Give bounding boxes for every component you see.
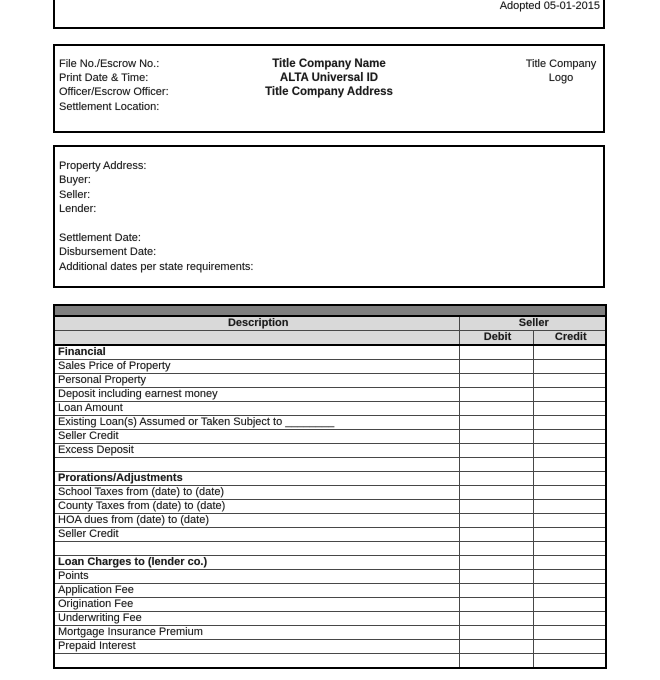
row-seller-credit-cell [533, 570, 606, 584]
row-seller-debit-cell [459, 458, 533, 472]
text-line: Logo [548, 72, 574, 85]
row-seller-credit-cell [533, 444, 606, 458]
row-seller-credit-cell [533, 528, 606, 542]
row-seller-credit-cell [533, 654, 606, 668]
row-seller-credit-cell [533, 458, 606, 472]
row-seller-debit-cell [459, 388, 533, 402]
row-description-cell: Prorations/Adjustments [54, 472, 459, 486]
table-row [54, 430, 606, 444]
table-row [54, 402, 606, 416]
row-seller-debit-cell [459, 444, 533, 458]
text-line: Title Company Address [265, 86, 393, 99]
table-row [54, 626, 606, 640]
row-description-cell: Seller Credit [54, 528, 459, 542]
adoption-box [53, 0, 605, 29]
row-description-cell: Underwriting Fee [54, 612, 459, 626]
settlement-table-head [54, 305, 606, 345]
row-seller-debit-cell [459, 345, 533, 360]
table-row [54, 444, 606, 458]
text-line: Title Company Name [272, 58, 386, 70]
row-seller-debit-cell [459, 472, 533, 486]
row-description-cell: County Taxes from (date) to (date) [54, 500, 459, 514]
table-row [54, 556, 606, 570]
row-seller-credit-cell [533, 626, 606, 640]
row-description-cell: Existing Loan(s) Assumed or Taken Subject to ________ [54, 416, 459, 430]
row-seller-debit-cell [459, 654, 533, 668]
text-line: File No./Escrow No.: [59, 58, 160, 70]
row-seller-credit-cell [533, 612, 606, 626]
credit-header: Credit [533, 331, 606, 346]
table-row [54, 612, 606, 626]
row-description-cell: Prepaid Interest [54, 640, 459, 654]
seller-header: Seller [459, 316, 606, 331]
table-row [54, 654, 606, 668]
text-line: Settlement Date: [59, 231, 141, 244]
row-seller-credit-cell [533, 472, 606, 486]
table-row [54, 570, 606, 584]
table-row [54, 472, 606, 486]
table-row [54, 598, 606, 612]
text-line: Lender: [59, 203, 97, 216]
row-seller-debit-cell [459, 556, 533, 570]
text-line: Officer/Escrow Officer: [59, 86, 169, 99]
settlement-table [53, 304, 607, 669]
row-seller-debit-cell [459, 528, 533, 542]
row-seller-debit-cell [459, 500, 533, 514]
row-seller-debit-cell [459, 374, 533, 388]
row-seller-credit-cell [533, 360, 606, 374]
row-description-cell: HOA dues from (date) to (date) [54, 514, 459, 528]
row-seller-credit-cell [533, 402, 606, 416]
text-line: Settlement Location: [59, 100, 160, 113]
row-seller-credit-cell [533, 374, 606, 388]
text-line: Buyer: [59, 174, 91, 187]
table-row [54, 500, 606, 514]
row-seller-credit-cell [533, 430, 606, 444]
row-description-cell [54, 654, 459, 668]
text-line: Property Address: [59, 160, 147, 172]
row-seller-credit-cell [533, 556, 606, 570]
row-description-cell: Mortgage Insurance Premium [54, 626, 459, 640]
row-seller-debit-cell [459, 542, 533, 556]
text-line: Seller: [59, 188, 91, 201]
settlement-table-body [54, 345, 606, 668]
debit-header: Debit [459, 331, 533, 346]
row-seller-credit-cell [533, 598, 606, 612]
row-seller-credit-cell [533, 514, 606, 528]
row-description-cell [54, 458, 459, 472]
row-seller-credit-cell [533, 500, 606, 514]
table-row [54, 458, 606, 472]
title-company-logo-block [523, 57, 599, 85]
table-row [54, 360, 606, 374]
adopted-date-label: Adopted 05-01-2015 [499, 0, 600, 12]
row-description-cell: Application Fee [54, 584, 459, 598]
table-row [54, 374, 606, 388]
empty-header-cell [54, 331, 459, 346]
text-line: ALTA Universal ID [279, 72, 379, 85]
row-seller-credit-cell [533, 486, 606, 500]
row-seller-credit-cell [533, 345, 606, 360]
file-info-box [53, 44, 605, 133]
row-description-cell: Deposit including earnest money [54, 388, 459, 402]
table-row [54, 542, 606, 556]
row-description-cell: Excess Deposit [54, 444, 459, 458]
table-title-bar-cell [54, 305, 606, 316]
table-row [54, 388, 606, 402]
table-row [54, 486, 606, 500]
row-seller-debit-cell [459, 640, 533, 654]
property-info-box [53, 145, 605, 288]
table-row [54, 345, 606, 360]
row-seller-debit-cell [459, 402, 533, 416]
row-description-cell: Sales Price of Property [54, 360, 459, 374]
description-header: Description [54, 316, 459, 331]
row-seller-debit-cell [459, 570, 533, 584]
row-seller-debit-cell [459, 598, 533, 612]
row-seller-debit-cell [459, 612, 533, 626]
row-seller-credit-cell [533, 416, 606, 430]
table-row [54, 528, 606, 542]
row-seller-credit-cell [533, 584, 606, 598]
row-seller-debit-cell [459, 486, 533, 500]
row-description-cell: Origination Fee [54, 598, 459, 612]
row-description-cell [54, 542, 459, 556]
table-header-row-2 [54, 331, 606, 346]
text-line: Additional dates per state requirements: [59, 260, 254, 273]
text-line: Print Date & Time: [59, 72, 149, 85]
row-description-cell: Points [54, 570, 459, 584]
title-company-block [185, 57, 473, 100]
row-seller-credit-cell [533, 388, 606, 402]
row-seller-debit-cell [459, 416, 533, 430]
table-row [54, 640, 606, 654]
row-description-cell: Loan Amount [54, 402, 459, 416]
row-seller-debit-cell [459, 626, 533, 640]
row-seller-credit-cell [533, 542, 606, 556]
table-row [54, 584, 606, 598]
row-seller-debit-cell [459, 430, 533, 444]
row-seller-debit-cell [459, 584, 533, 598]
text-line: Disbursement Date: [59, 246, 157, 259]
table-header-row-1 [54, 316, 606, 331]
row-description-cell: Personal Property [54, 374, 459, 388]
text-line: Title Company [525, 58, 597, 70]
row-description-cell: Loan Charges to (lender co.) [54, 556, 459, 570]
row-description-cell: School Taxes from (date) to (date) [54, 486, 459, 500]
file-info-labels [59, 57, 169, 114]
row-description-cell: Financial [54, 345, 459, 360]
table-title-bar [54, 305, 606, 316]
table-row [54, 514, 606, 528]
row-description-cell: Seller Credit [54, 430, 459, 444]
row-seller-debit-cell [459, 360, 533, 374]
table-row [54, 416, 606, 430]
row-seller-credit-cell [533, 640, 606, 654]
text-line [59, 217, 599, 231]
row-seller-debit-cell [459, 514, 533, 528]
